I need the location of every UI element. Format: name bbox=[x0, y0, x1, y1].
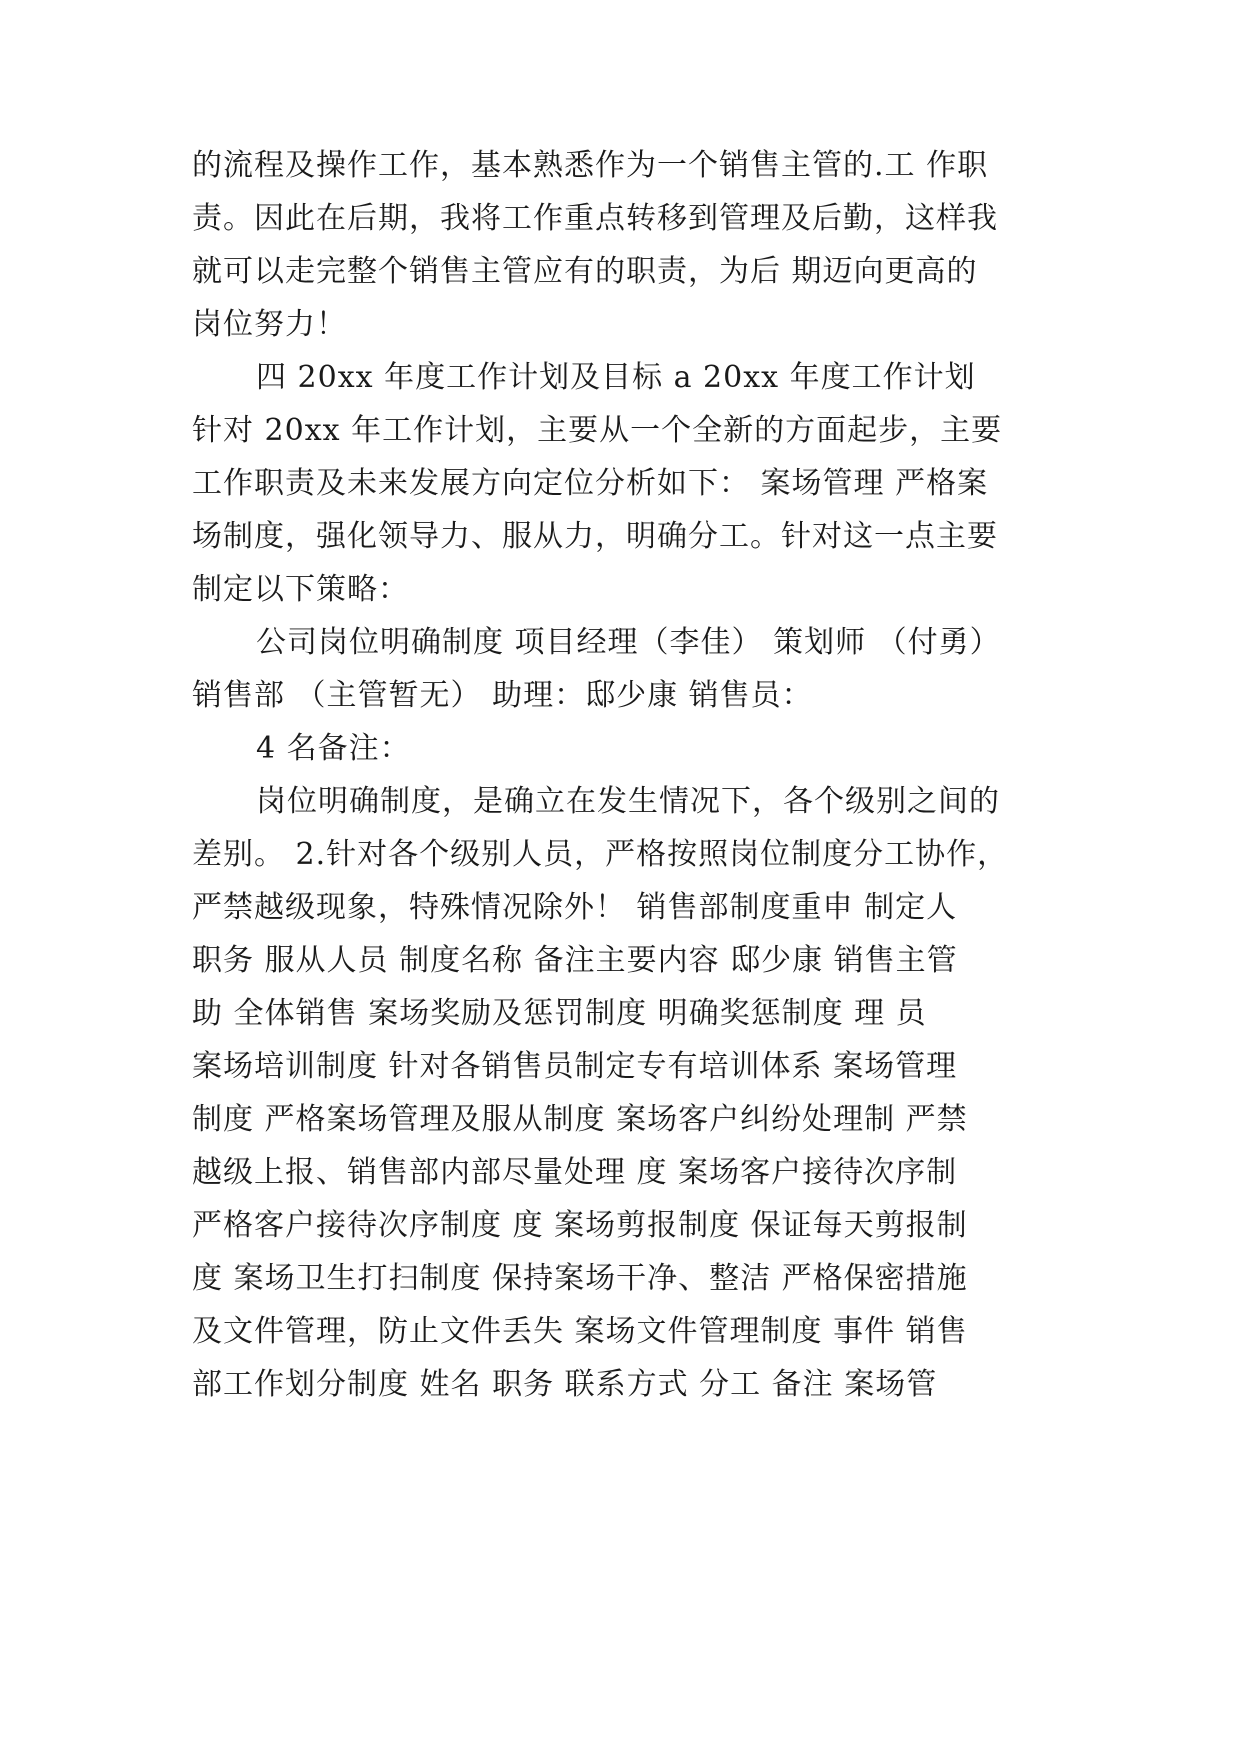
text-line: 职务 服从人员 制度名称 备注主要内容 邸少康 销售主管 bbox=[192, 943, 958, 978]
text-line: 部工作划分制度 姓名 职务 联系方式 分工 备注 案场管 bbox=[192, 1367, 938, 1402]
text-line: 助 全体销售 案场奖励及惩罚制度 明确奖惩制度 理 员 bbox=[192, 996, 927, 1031]
text-line: 制度 严格案场管理及服从制度 案场客户纠纷处理制 严禁 bbox=[192, 1102, 968, 1137]
text-line: 就可以走完整个销售主管应有的职责，为后 期迈向更高的 bbox=[192, 254, 978, 289]
text-line: 针对 20xx 年工作计划，主要从一个全新的方面起步，主要 bbox=[192, 413, 1003, 448]
text-line: 严禁越级现象，特殊情况除外！ 销售部制度重申 制定人 bbox=[192, 890, 958, 925]
text-line: 岗位努力！ bbox=[192, 307, 347, 342]
text-line: 岗位明确制度，是确立在发生情况下，各个级别之间的 bbox=[256, 784, 1000, 819]
text-line: 销售部 （主管暂无） 助理：邸少康 销售员： bbox=[192, 678, 813, 713]
text-line: 四 20xx 年度工作计划及目标 a 20xx 年度工作计划 bbox=[256, 360, 976, 395]
text-line: 的流程及操作工作，基本熟悉作为一个销售主管的.工 作职 bbox=[192, 148, 989, 183]
text-line: 4 名备注： bbox=[256, 731, 411, 766]
text-line: 越级上报、销售部内部尽量处理 度 案场客户接待次序制 bbox=[192, 1155, 958, 1190]
text-line: 及文件管理，防止文件丢失 案场文件管理制度 事件 销售 bbox=[192, 1314, 968, 1349]
text-line: 责。因此在后期，我将工作重点转移到管理及后勤，这样我 bbox=[192, 201, 998, 236]
text-line: 公司岗位明确制度 项目经理（李佳） 策划师 （付勇） bbox=[256, 625, 1001, 660]
text-line: 工作职责及未来发展方向定位分析如下： 案场管理 严格案 bbox=[192, 466, 989, 501]
text-line: 差别。 2.针对各个级别人员，严格按照岗位制度分工协作， bbox=[192, 837, 1009, 872]
text-line: 场制度，强化领导力、服从力，明确分工。针对这一点主要 bbox=[192, 519, 998, 554]
text-line: 严格客户接待次序制度 度 案场剪报制度 保证每天剪报制 bbox=[192, 1208, 968, 1243]
text-line: 度 案场卫生打扫制度 保持案场干净、整洁 严格保密措施 bbox=[192, 1261, 968, 1296]
text-line: 案场培训制度 针对各销售员制定专有培训体系 案场管理 bbox=[192, 1049, 958, 1084]
text-line: 制定以下策略： bbox=[192, 572, 409, 607]
